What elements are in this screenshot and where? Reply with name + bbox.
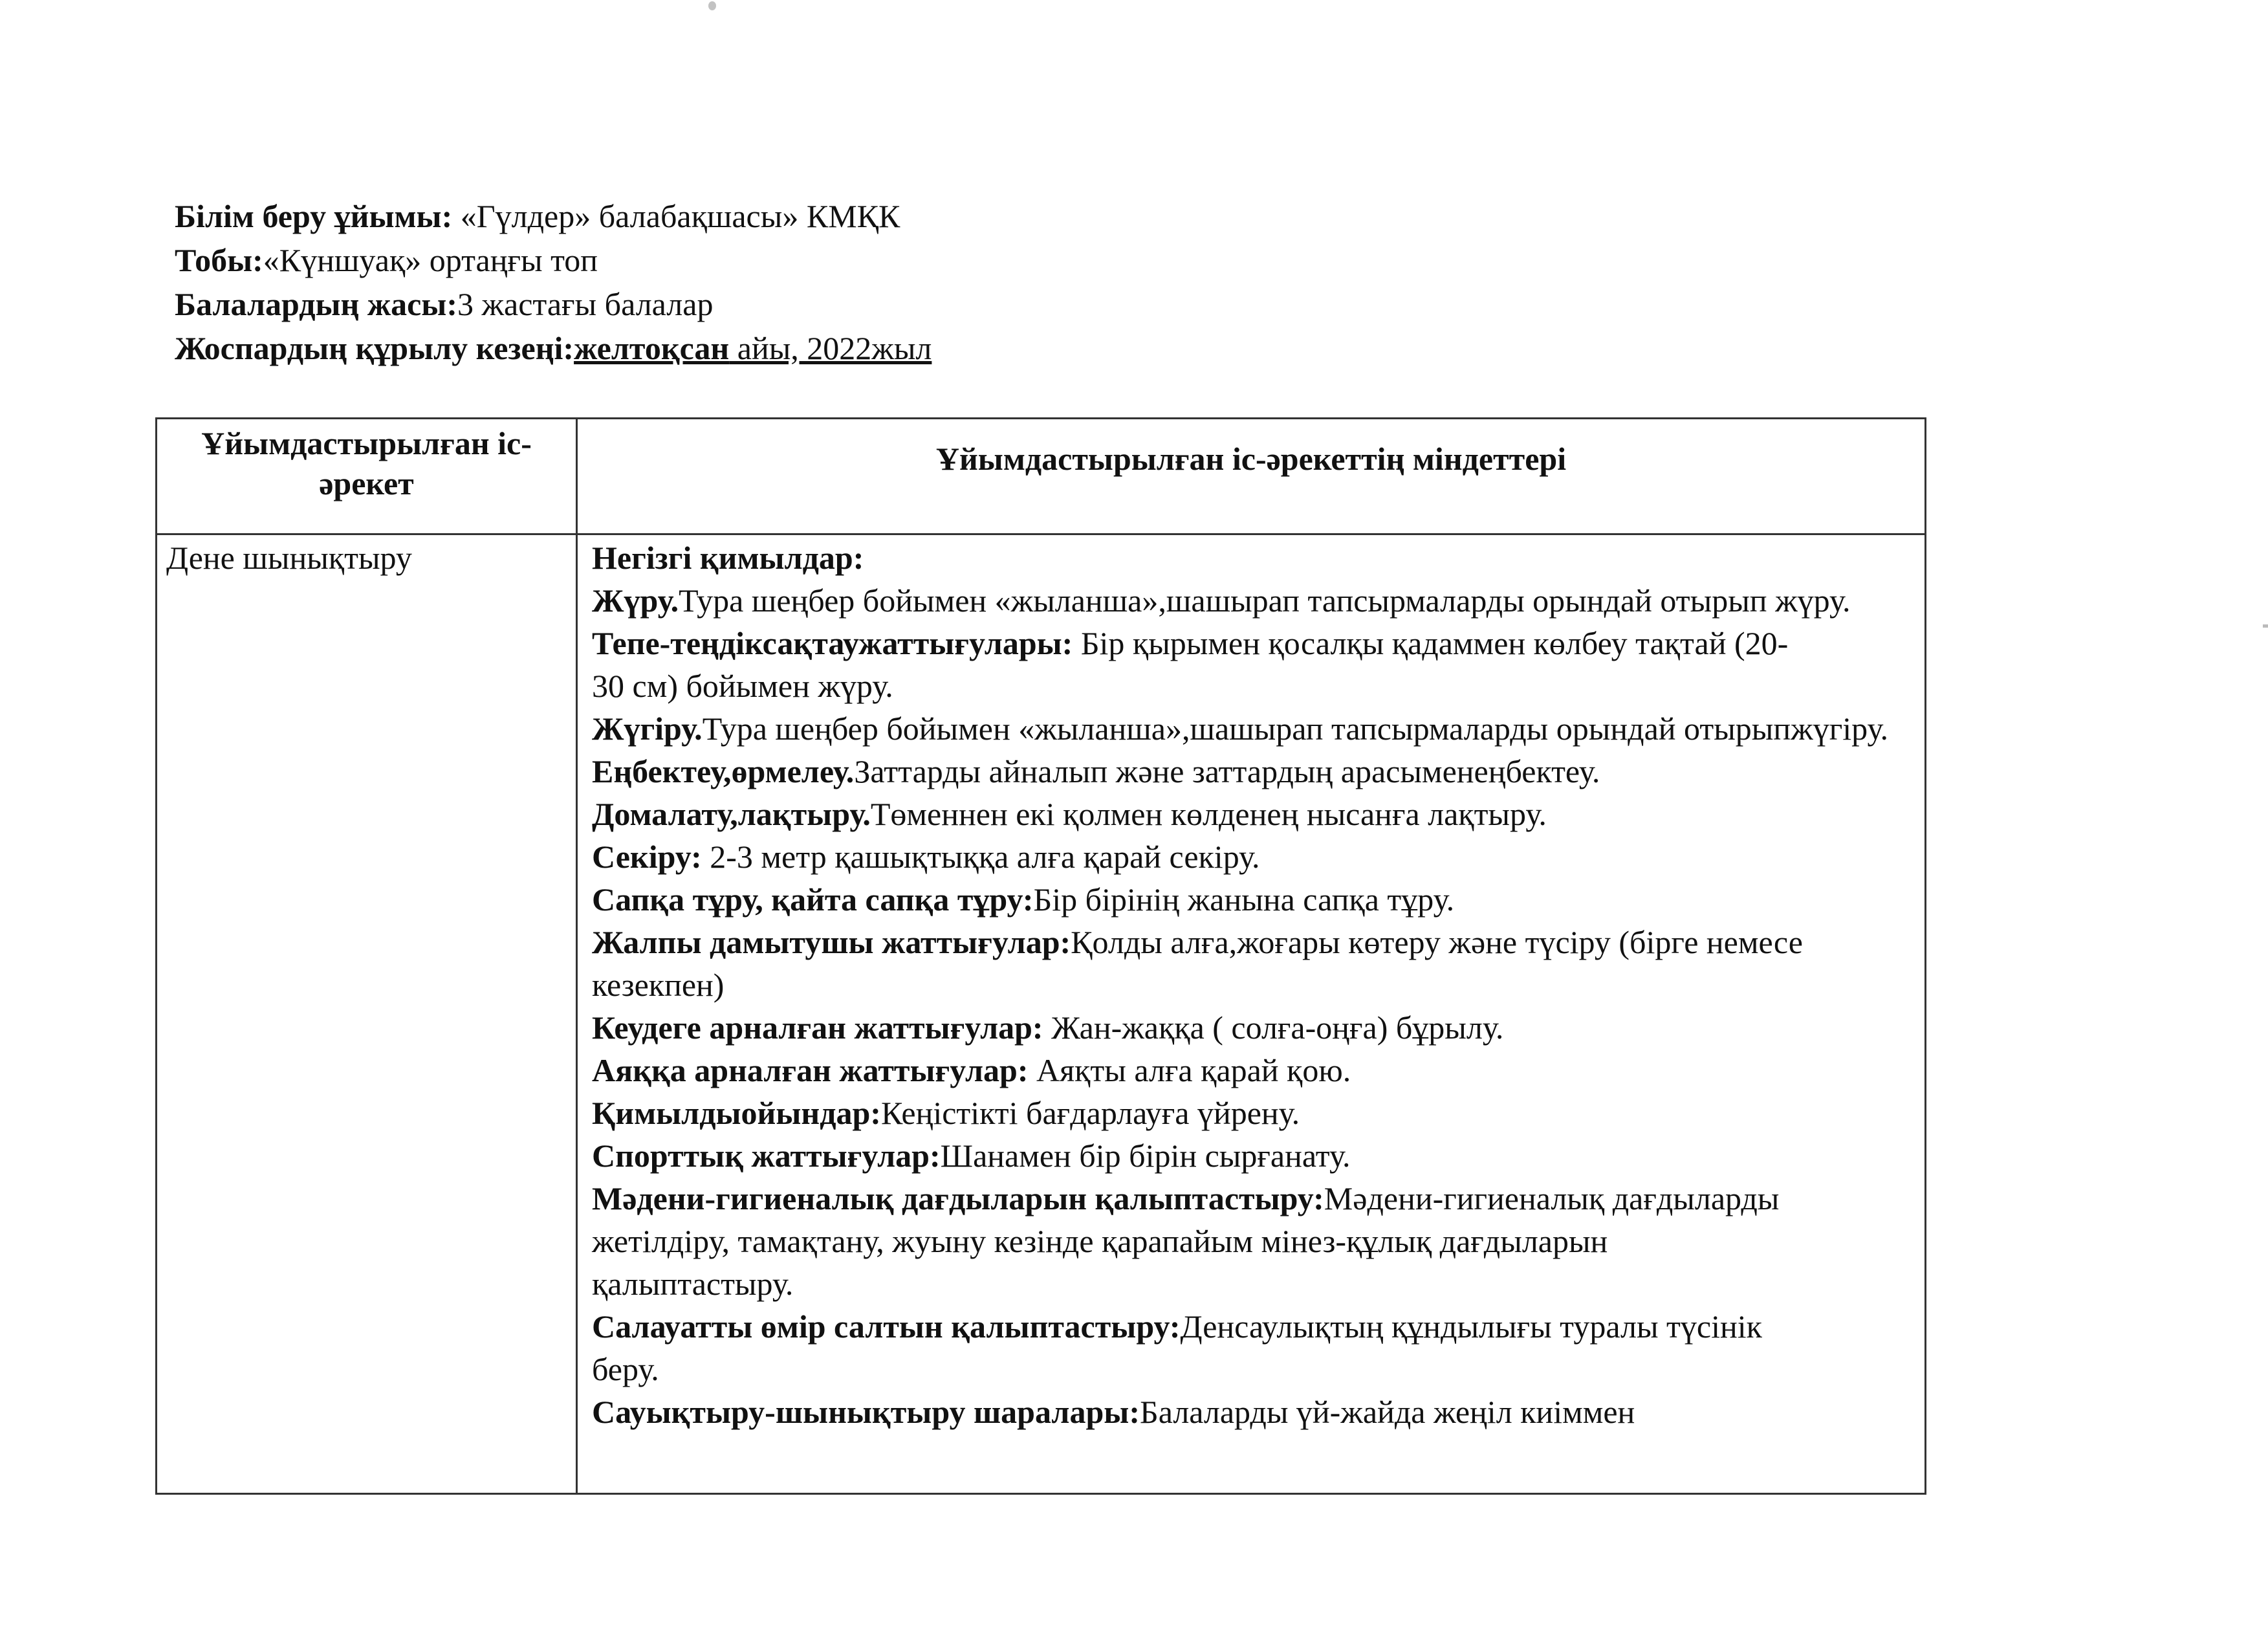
task-item-general-exercises [592, 921, 1914, 1006]
task-item-crawling [592, 750, 1914, 793]
group-label: Тобы: [175, 242, 263, 278]
task-label: Кеудеге арналған жаттығулар: [592, 1009, 1043, 1046]
task-text: Төменнен екі қолмен көлденең нысанға лақтыру. [870, 796, 1547, 832]
task-item-active-games [592, 1092, 1914, 1134]
age-label: Балалардың жасы: [175, 286, 457, 322]
task-item-lineup [592, 878, 1914, 921]
group-line [175, 238, 932, 282]
task-text: Аяқты алға қарай қою. [1028, 1052, 1351, 1088]
task-label: Сапқа тұру, қайта сапқа тұру: [592, 881, 1034, 918]
period-value [574, 330, 932, 366]
task-label: Домалату,лақтыру. [592, 796, 871, 832]
document-header [175, 194, 932, 370]
org-line [175, 194, 932, 238]
tasks-cell [577, 534, 1926, 1494]
task-label: Спорттық жаттығулар: [592, 1138, 941, 1174]
task-text: Заттарды айналып және заттардың арасыменеңбектеу. [854, 753, 1600, 789]
task-text: Бір қырымен қосалқы қадаммен көлбеу тақтай (20-30 см) бойымен жүру. [592, 625, 1789, 704]
task-item-balance [592, 622, 1914, 707]
table-header-row [157, 419, 1926, 534]
task-text: Денсаулықтың құндылығы туралы түсінік беру. [592, 1308, 1762, 1387]
task-text: Қолды алға,жоғары көтеру және түсіру (бірге немесе кезекпен) [592, 924, 1803, 1003]
task-label: Сауықтыру-шынықтыру шаралары: [592, 1394, 1140, 1430]
task-item-running [592, 707, 1914, 750]
scan-speck [2263, 624, 2268, 628]
task-text: Тура шеңбер бойымен «жыланша»,шашырап тапсырмаларды орындай отырыпжүгіру. [702, 710, 1888, 747]
task-text: Кеңістікті бағдарлауға үйрену. [880, 1095, 1300, 1131]
age-line [175, 282, 932, 326]
task-item-walking [592, 579, 1914, 622]
task-label: Салауатты өмір салтын қалыптастыру: [592, 1308, 1181, 1345]
task-label: Тепе-теңдіксақтаужаттығулары: [592, 625, 1073, 661]
task-item-hygiene [592, 1177, 1914, 1305]
group-value: «Күншуақ» ортаңғы топ [263, 242, 598, 278]
task-text: Бір бірінің жанына сапқа тұру. [1033, 881, 1455, 918]
task-text: 2-3 метр қашықтыққа алға қарай секіру. [701, 839, 1260, 875]
task-item-sport-exercises [592, 1134, 1914, 1177]
task-label: Аяққа арналған жаттығулар: [592, 1052, 1029, 1088]
task-item-leg-exercises [592, 1049, 1914, 1092]
task-label: Еңбектеу,өрмелеу. [592, 753, 855, 789]
task-item-throwing [592, 793, 1914, 835]
task-label: Жүру. [592, 582, 679, 619]
column-header-tasks: Ұйымдастырылған іс-әрекеттің міндеттері [577, 419, 1926, 534]
task-text: Тура шеңбер бойымен «жыланша»,шашырап тапсырмаларды орындай отырып жүру. [679, 582, 1851, 619]
period-rest: айы, 2022жыл [729, 330, 932, 366]
task-item-jumping [592, 835, 1914, 878]
age-value: 3 жастағы балалар [457, 286, 714, 322]
task-text: Шанамен бір бірін сырғанату. [940, 1138, 1351, 1174]
task-label: Қимылдыойындар: [592, 1095, 881, 1131]
section-title [592, 536, 1914, 579]
org-label: Білім беру ұйымы: [175, 198, 453, 234]
period-label: Жоспардың құрылу кезеңі: [175, 330, 574, 366]
task-item-chest-exercises [592, 1006, 1914, 1049]
period-month: желтоқсан [574, 330, 730, 366]
task-text: Мәдени-гигиеналық дағдыларды жетілдіру, тамақтану, жуыну кезінде қарапайым мінез-құлық дағдыларын қалыптастыру. [592, 1180, 1780, 1302]
task-label: Жалпы дамытушы жаттығулар: [592, 924, 1071, 960]
task-label: Мәдени-гигиеналық дағдыларын қалыптастыру: [592, 1180, 1324, 1216]
task-text: Балаларды үй-жайда жеңіл киіммен [1139, 1394, 1635, 1430]
period-line [175, 326, 932, 370]
task-item-hardening [592, 1391, 1914, 1433]
task-text: Жан-жаққа ( солға-оңға) бұрылу. [1043, 1009, 1504, 1046]
activity-cell: Дене шынықтыру [157, 534, 577, 1494]
org-value: «Гүлдер» балабақшасы» КМҚК [452, 198, 900, 234]
section-title-text: Негізгі қимылдар: [592, 540, 864, 576]
plan-table [155, 417, 1926, 1495]
task-label: Жүгіру. [592, 710, 703, 747]
task-label: Секіру: [592, 839, 702, 875]
column-header-activity: Ұйымдастырылған іс-әрекет [157, 419, 577, 534]
table-row [157, 534, 1926, 1494]
task-item-healthy-lifestyle [592, 1305, 1914, 1391]
scan-smudge [708, 1, 716, 10]
